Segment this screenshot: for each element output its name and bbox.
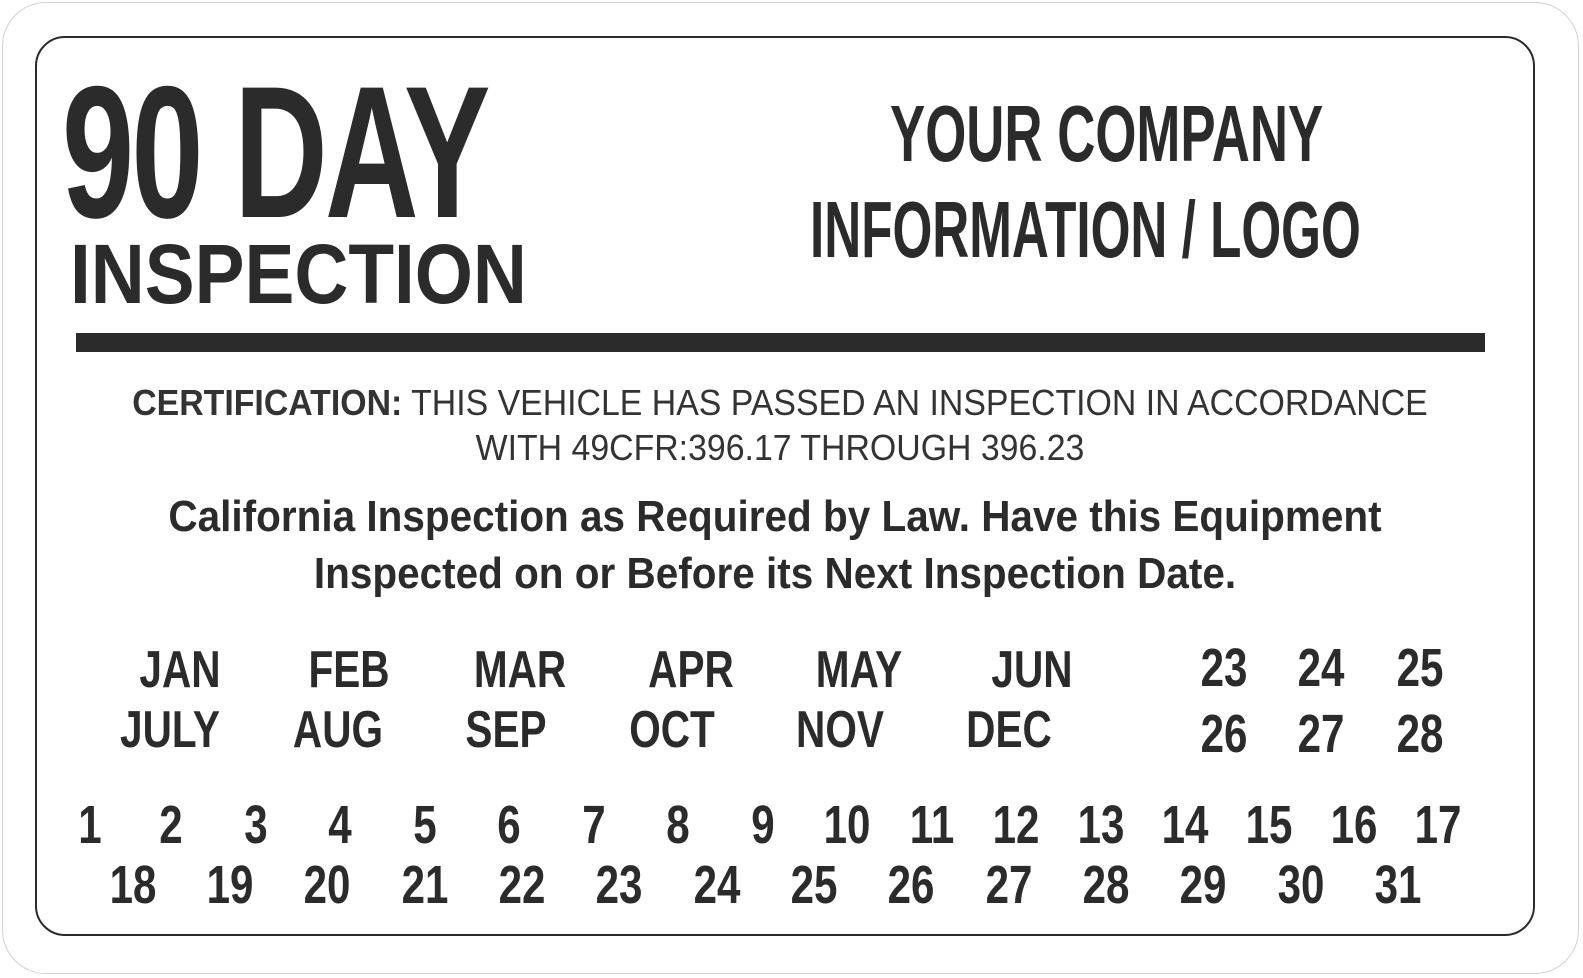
day-10: 10	[823, 795, 871, 855]
day-20-row2: 20	[303, 855, 351, 915]
certification-statement	[122, 380, 1438, 470]
month-dec: DEC	[966, 701, 1052, 759]
month-mar: MAR	[473, 641, 567, 699]
month-apr: APR	[648, 641, 734, 699]
corner-day-23: 23	[1200, 638, 1248, 698]
certification-text-2: WITH 49CFR:396.17 THROUGH 396.23	[475, 427, 1085, 468]
month-july: JULY	[120, 701, 220, 759]
day-1: 1	[78, 795, 102, 855]
company-info-line2: INFORMATION / LOGO	[810, 185, 1361, 274]
day-11: 11	[909, 795, 955, 855]
corner-day-25: 25	[1396, 638, 1444, 698]
day-23-row2: 23	[595, 855, 643, 915]
month-may: MAY	[815, 641, 903, 699]
day-16: 16	[1330, 795, 1378, 855]
day-12: 12	[992, 795, 1040, 855]
notice-line2: Inspected on or Before its Next Inspection Date.	[313, 549, 1237, 598]
month-nov: NOV	[796, 701, 884, 759]
day-30-row2: 30	[1277, 855, 1325, 915]
day-4: 4	[328, 795, 352, 855]
day-19-row2: 19	[206, 855, 254, 915]
certification-text: THIS VEHICLE HAS PASSED AN INSPECTION IN ACCORDANCE	[411, 382, 1428, 423]
title-inspection: INSPECTION	[70, 227, 527, 321]
company-info-line1: YOUR COMPANY	[890, 89, 1324, 178]
day-21-row2: 21	[401, 855, 449, 915]
corner-day-28: 28	[1396, 704, 1444, 764]
month-sep: SEP	[465, 701, 547, 759]
day-26-row2: 26	[887, 855, 935, 915]
month-oct: OCT	[629, 701, 715, 759]
day-13: 13	[1077, 795, 1125, 855]
month-aug: AUG	[292, 701, 384, 759]
divider-bar	[76, 333, 1485, 352]
month-jan: JAN	[139, 641, 221, 699]
day-2: 2	[159, 795, 183, 855]
day-7: 7	[582, 795, 606, 855]
day-15: 15	[1245, 795, 1293, 855]
day-9: 9	[751, 795, 775, 855]
notice-line1: California Inspection as Required by Law. Have this Equipment	[168, 492, 1382, 541]
day-6: 6	[497, 795, 521, 855]
day-22-row2: 22	[498, 855, 546, 915]
day-14: 14	[1161, 795, 1209, 855]
month-feb: FEB	[308, 641, 390, 699]
corner-day-27: 27	[1297, 704, 1345, 764]
california-notice	[136, 488, 1415, 602]
corner-day-24: 24	[1297, 638, 1345, 698]
day-24-row2: 24	[693, 855, 741, 915]
day-18-row2: 18	[109, 855, 157, 915]
day-25-row2: 25	[790, 855, 838, 915]
title-90-day: 90 DAY	[62, 47, 488, 257]
day-5: 5	[413, 795, 437, 855]
day-29-row2: 29	[1179, 855, 1227, 915]
day-17: 17	[1414, 795, 1462, 855]
day-8: 8	[666, 795, 690, 855]
day-27-row2: 27	[985, 855, 1033, 915]
corner-day-26: 26	[1200, 704, 1248, 764]
certification-label: CERTIFICATION:	[132, 382, 403, 423]
day-3: 3	[244, 795, 268, 855]
day-28-row2: 28	[1082, 855, 1130, 915]
day-31-row2: 31	[1374, 855, 1422, 915]
month-jun: JUN	[991, 641, 1073, 699]
